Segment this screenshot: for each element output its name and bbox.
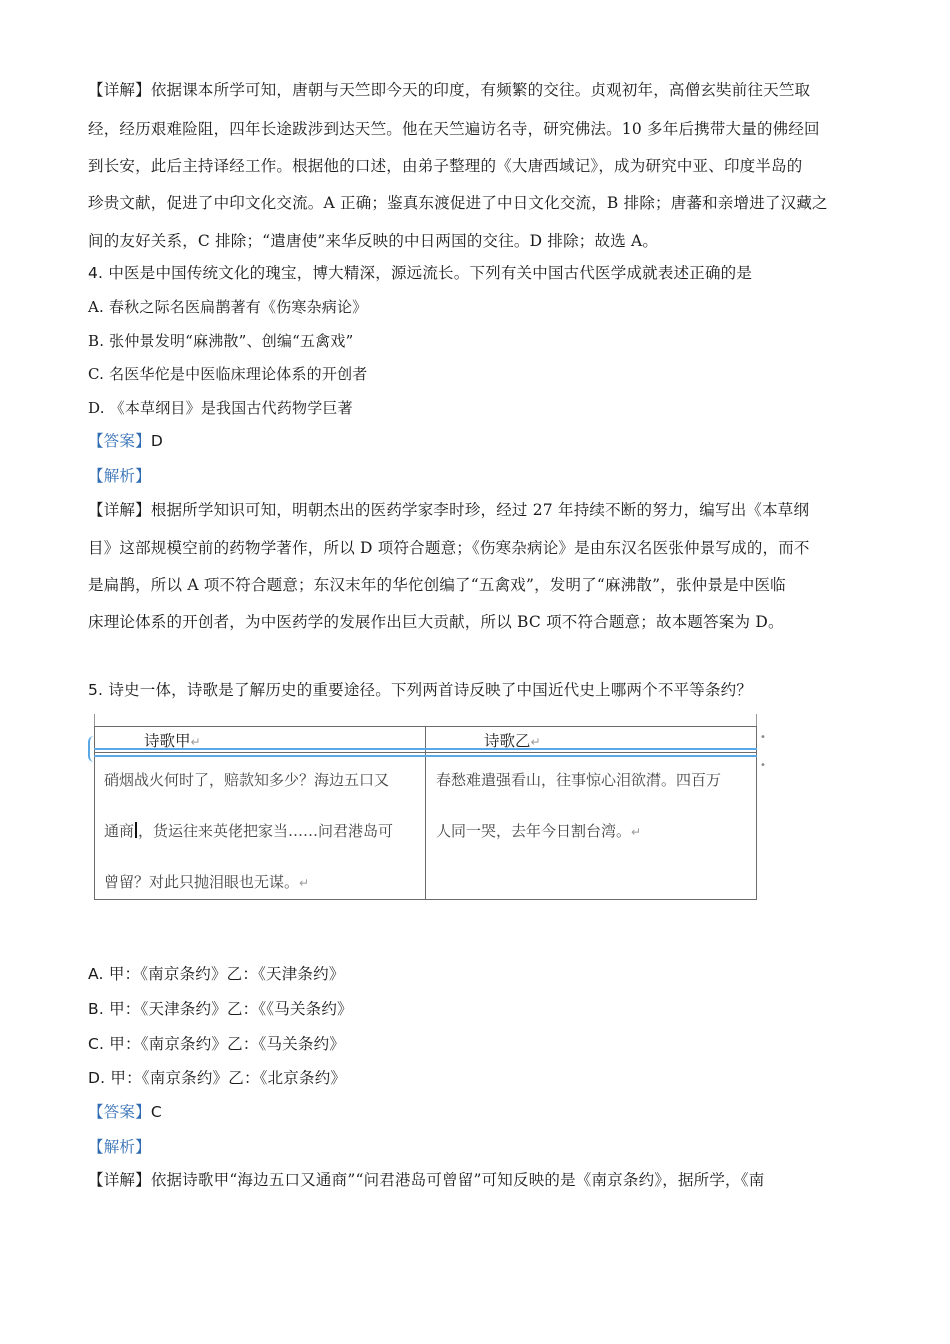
q4-analysis-tag: 【解析】	[88, 467, 151, 485]
row-marker-icon: •	[760, 732, 766, 743]
poem-table-image	[94, 726, 766, 902]
poem-b-text: 人同一哭，去年今日割台湾。	[436, 822, 632, 840]
q5-answer	[88, 1102, 162, 1122]
option-text: 甲：《南京条约》乙：《天津条约》	[108, 965, 345, 983]
poem-a-header-text: 诗歌甲	[144, 732, 191, 750]
option-text: 甲：《南京条约》乙：《马关条约》	[109, 1035, 345, 1053]
q4-number: 4.	[88, 264, 104, 282]
paragraph-mark-icon: ↵	[631, 825, 642, 839]
selection-line	[94, 755, 757, 757]
table-corner-tick	[756, 714, 757, 726]
answer-tag: 【答案】	[88, 1103, 151, 1121]
option-letter: D.	[88, 1069, 106, 1087]
q5-option-a	[88, 964, 345, 984]
q5-stem	[88, 680, 752, 700]
q4-option-b: B. 张仲景发明“麻沸散”、创编“五禽戏”	[88, 332, 354, 350]
q4-option-d: D. 《本草纲目》是我国古代药物学巨著	[88, 399, 353, 417]
poem-a-text: ，货运往来英佬把家当……问君港岛可	[138, 822, 394, 840]
detail-tag: 【详解】	[88, 501, 151, 519]
detail-top-text: 依据课本所学可知，唐朝与天竺即今天的印度，有频繁的交往。贞观初年，高僧玄奘前往天竺取	[150, 81, 811, 99]
option-letter: C.	[88, 1035, 105, 1053]
poem-a-line-2	[104, 821, 393, 841]
q5-number: 5.	[88, 681, 104, 699]
q4-stem	[88, 263, 752, 283]
poem-table-header-divider	[94, 752, 757, 753]
q4-option-a: A. 春秋之际名医扁鹊著有《伤寒杂病论》	[88, 298, 368, 316]
option-letter: A.	[88, 965, 104, 983]
q4-stem-text: 中医是中国传统文化的瑰宝，博大精深，源远流长。下列有关中国古代医学成就表述正确的是	[108, 264, 753, 282]
detail-top-line-3: 到长安，此后主持译经工作。根据他的口述，由弟子整理的《大唐西域记》，成为研究中亚、印度半岛的	[88, 157, 803, 175]
detail-tag: 【详解】	[88, 81, 151, 99]
option-letter: B.	[88, 1000, 104, 1018]
poem-a-text: 曾留？对此只抛泪眼也无谋。	[104, 873, 300, 891]
text-cursor	[135, 822, 137, 838]
detail-top-line-5: 间的友好关系，C 排除；“遣唐使”来华反映的中日两国的交往。D 排除；故选 A。	[88, 232, 659, 250]
q5-option-b	[88, 999, 353, 1019]
poem-a-text: 通商	[104, 822, 135, 840]
selection-handle-icon	[88, 736, 98, 762]
poem-a-line-3	[104, 872, 309, 893]
q5-option-d	[88, 1068, 346, 1088]
answer-tag: 【答案】	[88, 432, 151, 450]
table-corner-tick	[94, 714, 95, 726]
poem-b-line-1: 春愁难遣强看山，往事惊心泪欲潸。四百万	[436, 771, 722, 789]
row-marker-icon: •	[760, 760, 766, 771]
q5-analysis-tag: 【解析】	[88, 1138, 151, 1156]
paragraph-mark-icon: ↵	[530, 735, 541, 749]
paragraph-mark-icon: ↵	[190, 735, 201, 749]
q4-detail-line-3: 是扁鹊，所以 A 项不符合题意；东汉末年的华佗创编了“五禽戏”，发明了“麻沸散”，张仲景是中医临	[88, 576, 786, 594]
q4-detail-line-2: 目》这部规模空前的药物学著作，所以 D 项符合题意；《伤寒杂病论》是由东汉名医张仲景写成的，而不	[88, 539, 810, 557]
poem-b-header-text: 诗歌乙	[484, 732, 531, 750]
q4-answer	[88, 431, 163, 451]
q5-detail-text: 依据诗歌甲“海边五口又通商”“问君港岛可曾留”可知反映的是《南京条约》，据所学，《南	[150, 1171, 765, 1189]
option-text: 甲：《南京条约》乙：《北京条约》	[110, 1069, 347, 1087]
detail-tag: 【详解】	[88, 1171, 151, 1189]
q5-detail-line-1	[88, 1170, 764, 1190]
detail-top-line-1	[88, 80, 810, 100]
answer-value: C	[150, 1103, 162, 1121]
q4-detail-text: 根据所学知识可知，明朝杰出的医药学家李时珍，经过 27 年持续不断的努力，编写出《本草纲	[150, 501, 810, 519]
option-text: 甲：《天津条约》乙：《《马关条约》	[109, 1000, 353, 1018]
paragraph-mark-icon: ↵	[299, 876, 310, 890]
poem-b-line-2	[436, 821, 641, 842]
q5-stem-text: 诗史一体，诗歌是了解历史的重要途径。下列两首诗反映了中国近代史上哪两个不平等条约？	[108, 681, 753, 699]
detail-top-line-2: 经，经历艰难险阻，四年长途跋涉到达天竺。他在天竺遍访名寺，研究佛法。10 多年后携带大量的佛经回	[88, 120, 820, 138]
q4-detail-line-4: 床理论体系的开创者，为中医药学的发展作出巨大贡献，所以 BC 项不符合题意；故本题答案为 D。	[88, 613, 784, 631]
poem-a-line-1: 硝烟战火何时了，赔款知多少？海边五口又	[104, 771, 390, 789]
poem-a-header	[144, 729, 201, 751]
q4-detail-line-1	[88, 500, 809, 520]
q5-option-c	[88, 1034, 345, 1054]
detail-top-line-4: 珍贵文献，促进了中印文化交流。A 正确；鉴真东渡促进了中日文化交流，B 排除；唐蕃和亲增进了汉藏之	[88, 194, 828, 212]
q4-option-c: C. 名医华佗是中医临床理论体系的开创者	[88, 365, 368, 383]
answer-value: D	[150, 432, 163, 450]
poem-b-header	[484, 729, 541, 751]
